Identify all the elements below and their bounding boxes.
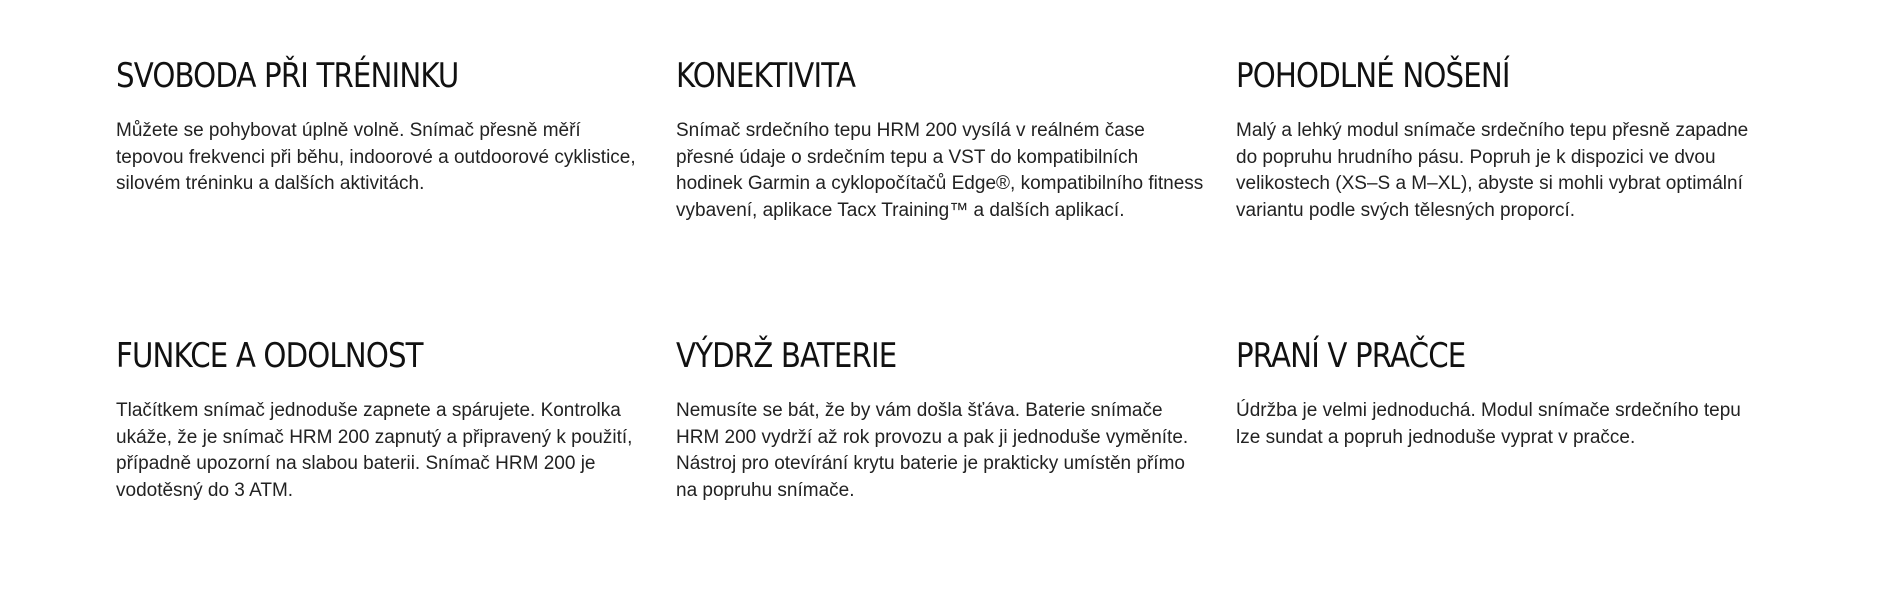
feature-title: FUNKCE A ODOLNOST	[116, 336, 423, 376]
feature-machine-washable	[1236, 334, 1796, 614]
feature-comfort	[1236, 54, 1796, 334]
feature-connectivity	[676, 54, 1236, 334]
feature-battery-life	[676, 334, 1236, 614]
feature-description: Nemusíte se bát, že by vám došla šťáva. Baterie snímače HRM 200 vydrží až rok provozu a pak ji jednoduše vyměníte. Nástroj pro otevírání krytu baterie je prakticky umístěn přímo na popruhu snímače.	[676, 400, 1189, 501]
feature-title: SVOBODA PŘI TRÉNINKU	[116, 56, 459, 96]
feature-title: PRANÍ V PRAČCE	[1236, 336, 1466, 376]
feature-freedom	[116, 54, 676, 334]
feature-title: VÝDRŽ BATERIE	[676, 336, 897, 376]
feature-title: KONEKTIVITA	[676, 56, 856, 96]
feature-description: Snímač srdečního tepu HRM 200 vysílá v reálném čase přesné údaje o srdečním tepu a VST do kompatibilních hodinek Garmin a cyklopočítačů Edge®, kompatibilního fitness vybavení, aplikace Tacx Training™ a dalších aplikací.	[676, 120, 1204, 221]
feature-description: Údržba je velmi jednoduchá. Modul snímače srdečního tepu lze sundat a popruh jednoduše vyprat v pračce.	[1236, 400, 1741, 448]
feature-function-durability	[116, 334, 676, 614]
features-grid	[116, 54, 1796, 614]
feature-title: POHODLNÉ NOŠENÍ	[1236, 56, 1510, 96]
feature-description: Tlačítkem snímač jednoduše zapnete a spárujete. Kontrolka ukáže, že je snímač HRM 200 zapnutý a připravený k použití, případně upozorní na slabou baterii. Snímač HRM 200 je vodotěsný do 3 ATM.	[116, 400, 633, 501]
feature-description: Malý a lehký modul snímače srdečního tepu přesně zapadne do popruhu hrudního pásu. Popruh je k dispozici ve dvou velikostech (XS–S a M–XL), abyste si mohli vybrat optimální variantu podle svých tělesných proporcí.	[1236, 120, 1749, 221]
feature-description: Můžete se pohybovat úplně volně. Snímač přesně měří tepovou frekvenci při běhu, indoorové a outdoorové cyklistice, silovém tréninku a dalších aktivitách.	[116, 120, 636, 194]
